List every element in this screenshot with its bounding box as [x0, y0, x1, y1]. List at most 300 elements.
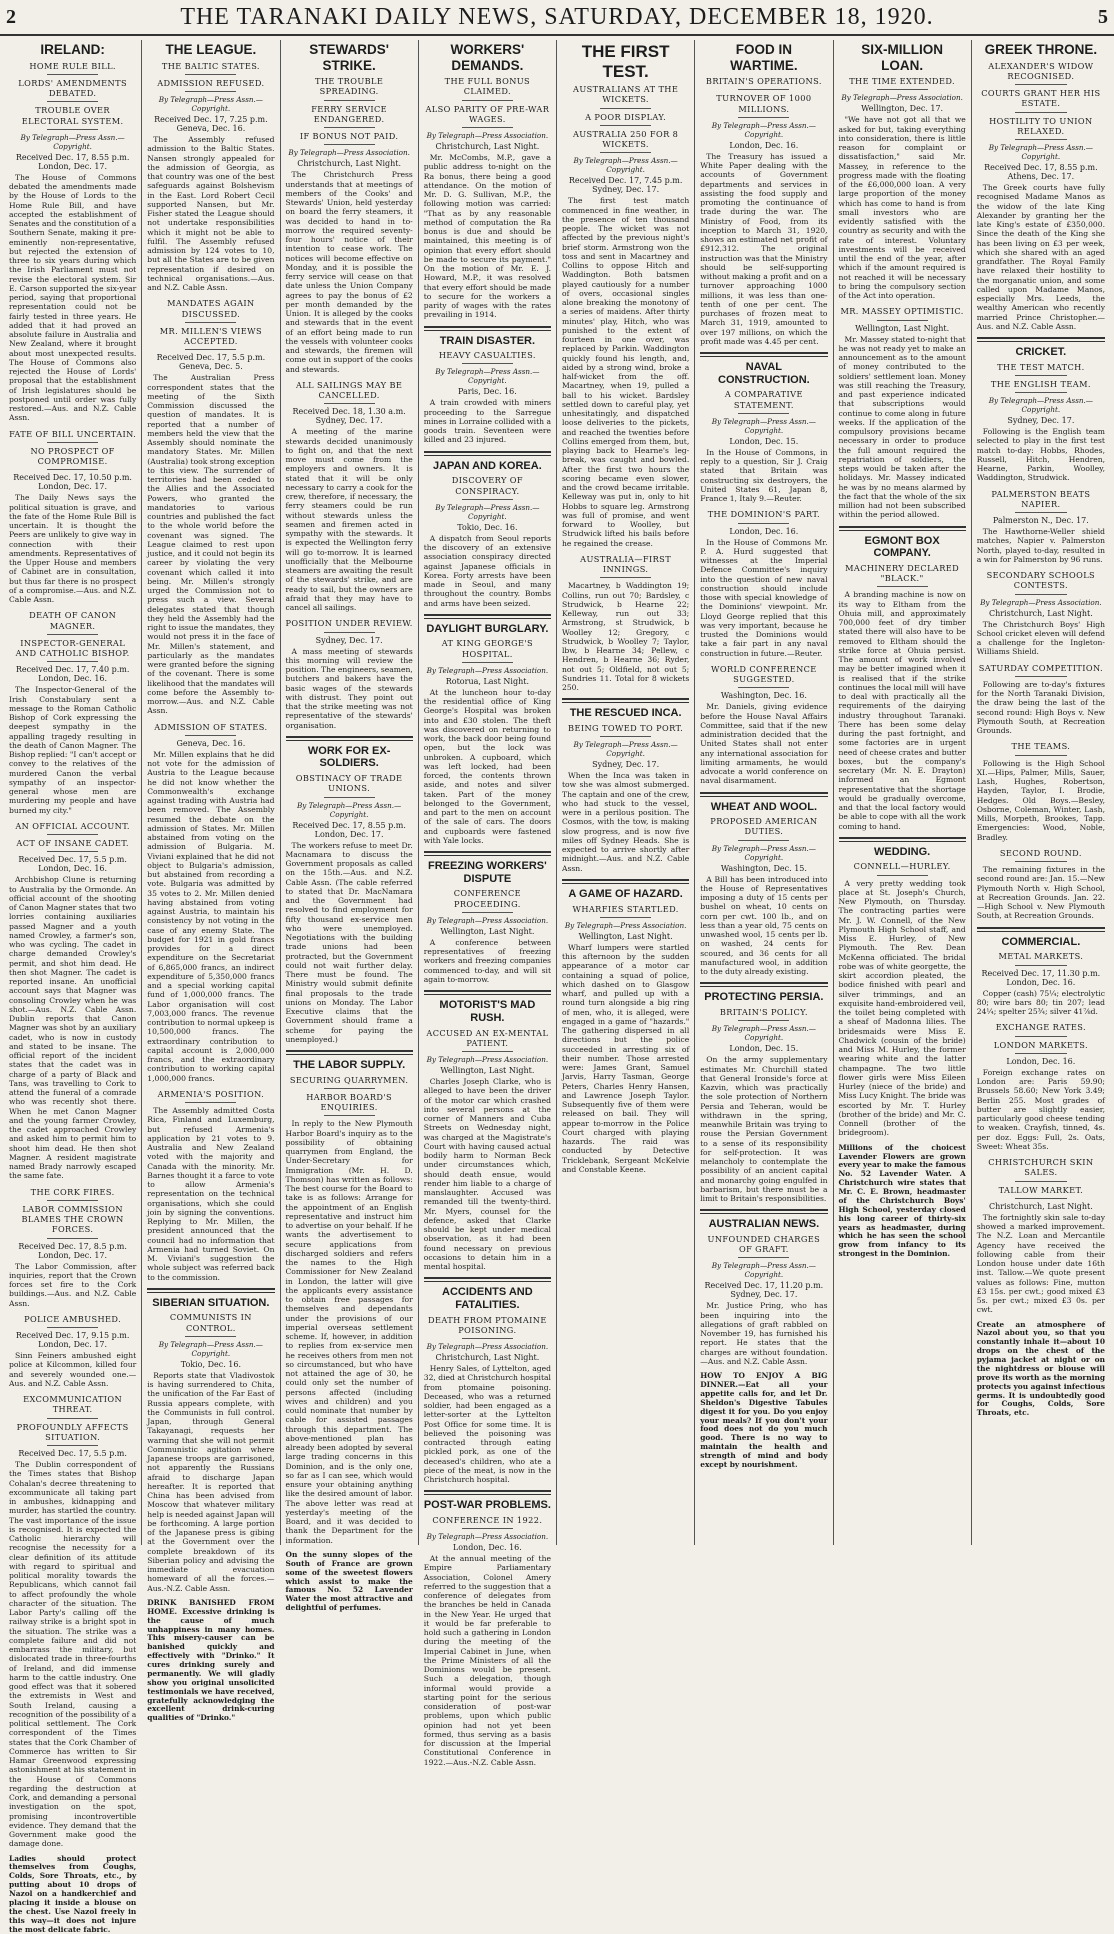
article [147, 1288, 274, 1593]
article-dateline: Wellington, Last Night. [440, 926, 535, 936]
article-body: A conference between representatives of freezing workers and freezing companies commenced to-day, and will sit again to-morrow. [423, 937, 551, 984]
article [977, 927, 1105, 1017]
article-subheading: MR. MASSEY OPTIMISTIC. [840, 306, 964, 317]
article [839, 837, 966, 1138]
article [9, 429, 136, 605]
divider-rule [47, 634, 98, 635]
section-divider [977, 337, 1105, 342]
article-body: Copper (cash) 75¼; electrolytic 80; wire bars 80; tin 207; lead 24¼; spelter 25¾; silver 41⅞d. [976, 988, 1105, 1017]
article-dateline: Sydney, Dec. 17. [592, 760, 660, 770]
article-dateline: Received Dec. 17, 8.5 p.m. London, Dec. 17. [18, 1241, 127, 1260]
divider-rule [47, 74, 98, 75]
article [839, 42, 966, 300]
section-divider [700, 352, 827, 357]
article-credit: By Telegraph—Press Assn.—Copyright. [711, 843, 816, 862]
column-3 [281, 40, 419, 1613]
article-dateline: Received Dec. 17, 5.5 p.m. Geneva, Dec. 5. [156, 353, 266, 372]
article-credit: By Telegraph—Press Association. [426, 1055, 549, 1065]
divider-rule [462, 1338, 513, 1339]
article [424, 326, 551, 445]
article [700, 792, 827, 977]
article-subheading: COMMUNISTS IN CONTROL. [169, 1312, 252, 1333]
divider-rule [462, 100, 513, 101]
article-headline: THE RESCUED INCA. [569, 707, 682, 720]
article [286, 618, 413, 730]
article-subheading: THE TEAMS. [1011, 741, 1071, 752]
article [839, 526, 966, 831]
article-credit: By Telegraph—Press Association. [980, 597, 1102, 607]
section-divider [286, 1050, 413, 1055]
divider-rule [738, 117, 789, 118]
article-body: Archbishop Clune is returning to Australia by the Ormonde. An official account of the shooting of Canon Magner states that two lorries containing auxiliaries passed Magner and a youth named Crowley, a farmer's son, who was cycling. The cadet in charge demanded Crowley's permit, and shot him dead. He then shot Magner. The cadet is reported insane. An unofficial account says that Magner was consoling Crowley when he was shot.—Aus. N.Z. Cable Assn. Dublin reports that Canon Magner was shot by an auxiliary cadet, who is now in custody and stated to be insane. The official report of the incident states that the cadet was in charge of a party of Black and Tans, was travelling to Cork to attend the funeral of a comrade who was recently shot there. When he met Canon Magner and the young farmer Crowley, the cadet approached Crowley and asked him to permit him to shoot him dead. He then shot Magner. A resident magistrate named Brady narrowly escaped the same fate. [9, 875, 137, 1181]
divider-rule [324, 797, 375, 798]
article-subheading: HOME RULE BILL. [29, 60, 116, 71]
article-subheading: AUSTRALIA—FIRST INNINGS. [580, 553, 672, 575]
newspaper-title: THE TARANAKI DAILY NEWS, SATURDAY, DECEMBER 18, 1920. [180, 4, 934, 30]
page-number-right: 5 [1098, 6, 1108, 28]
article-headline: SIBERIAN SITUATION. [152, 1296, 270, 1309]
article-headline: JAPAN AND KOREA. [432, 459, 542, 472]
article-body: The Christchurch Press understands that at meetings of members of the Cooks' and Stewards' Union, held yesterday on board the ferry steamers, it was decided to hand in to-morrow the required seventy-four hours' notice of their intention to cease work. The notices will become effective on Monday, and it is possible the ferry service will cease on that date unless the Union Company agrees to pay the bonus of £2 per month demanded by the Union. It is alleged by the cooks and stewards that in the event of an effort being made to run the vessels with volunteer cooks and stewards, the firemen will come out in support of the cooks and stewards. [285, 170, 413, 374]
article-subheading: CHRISTCHURCH SKIN SALES. [988, 1157, 1094, 1178]
masthead [0, 0, 1114, 36]
article-subheading: SECURING QUARRYMEN. [289, 1074, 409, 1085]
article-credit: By Telegraph—Press Assn.—Copyright. [158, 95, 263, 114]
article [424, 1490, 551, 1767]
article-headline: WORK FOR EX-SOLDIERS. [307, 744, 391, 770]
divider-rule [47, 661, 98, 662]
article [424, 451, 551, 608]
article-subheading: TALLOW MARKET. [998, 1184, 1084, 1195]
article-dateline: Received Dec. 17, 8.55 p.m. Athens, Dec. 17. [984, 163, 1098, 182]
article-subheading: ALEXANDER'S WIDOW RECOGNISED. [988, 60, 1094, 81]
advertisement-text: Ladies should protect themselves from Coughs, Colds, Sore Throats, etc., by putting about 10 drops of Nazol on a handkerchief and placing it inside a blouse on the chest. Use Nazol freely in this way—it does not injure the most delicate fabric. [9, 1853, 137, 1934]
article-dateline: London, Dec. 16. [1006, 1056, 1076, 1066]
article-dateline: Geneva, Dec. 16. [176, 738, 246, 748]
article-subheading: THE FULL BONUS CLAIMED. [444, 76, 531, 97]
article-subheading: CONFERENCE PROCEEDING. [453, 888, 522, 909]
divider-rule [47, 1445, 98, 1446]
article-body: The Inspector-General of the Irish Constabulary sent a message to the Roman Catholic Bishop of Cork expressing the deepest sympathy in the appalling tragedy resulting in the death of Canon Magner. The Bishop replied: "I can't accept or convey to the relatives of the murdered Canon the verbal sympathy of an inspector-general whose men are murdering my people and have burned my city." [9, 685, 137, 815]
article-subheading: INSPECTOR-GENERAL AND CATHOLIC BISHOP. [15, 637, 130, 659]
divider-rule [47, 1418, 98, 1419]
article-dateline: Rotorua, Last Night. [445, 676, 529, 686]
article-body: Charles Joseph Clarke, who is alleged to have been the driver of the motor car which crashed into several persons at the corner of Manners and Cuba Streets on Wednesday night, was charged at the Magistrate's Court with having caused actual bodily harm to Norman Beck under circumstances which, should death ensue, would render him liable to a charge of manslaughter. Accused was remanded till the twenty-third. Mr. Myers, counsel for the defence, asked that Clarke should be kept under medical observation, as it had been found necessary on previous occasions to detain him in a mental hospital. [423, 1077, 551, 1272]
article [977, 42, 1105, 331]
article-headline: WHEAT AND WOOL. [710, 800, 818, 813]
article [286, 380, 413, 613]
divider-rule [738, 413, 789, 414]
article-subheading: TROUBLE OVER ELECTORAL SYSTEM. [21, 105, 124, 126]
divider-rule [47, 834, 98, 835]
divider-rule [738, 1257, 789, 1258]
section-divider [700, 1209, 827, 1214]
article-dateline: Christchurch, Last Night. [435, 1353, 540, 1363]
article-body: A dispatch from Seoul reports the discovery of an extensive association conspiracy directed against Japanese officials in Korea. Forty arrests have been made in Seoul, and many throughout the country. Bombs and arms have been seized. [423, 533, 551, 608]
article-subheading: FERRY SERVICE ENDANGERED. [311, 103, 388, 124]
article-dateline: Sydney, Dec. 17. [315, 635, 383, 645]
divider-rule [324, 632, 375, 633]
article-headline: THE FIRST TEST. [581, 42, 670, 81]
divider-rule [185, 349, 236, 350]
article-subheading: ARMENIA'S POSITION. [157, 1088, 265, 1099]
article [9, 1394, 136, 1849]
article-dateline: Sydney, Dec. 17. [1007, 416, 1075, 426]
article-dateline: Wellington, Last Night. [855, 323, 950, 333]
article-subheading: THE TROUBLE SPREADING. [315, 76, 384, 97]
article-credit: By Telegraph—Press Assn.—Copyright. [988, 396, 1093, 415]
article-subheading: DEATH FROM PTOMAINE POISONING. [428, 1314, 547, 1335]
column-2 [142, 40, 280, 1723]
article-dateline: Tokio, Dec. 16. [457, 522, 518, 532]
article-subheading: EXCHANGE RATES. [995, 1022, 1086, 1033]
article [424, 990, 551, 1271]
article-body: The fortnightly skin sale to-day showed a marked improvement. The N.Z. Loan and Mercantile Agency have received the following cable from their London house under date 16th inst. Tallow.—We quote present values as follows: Fine, mutton £3 15s. per cwt.; good mixed £3 5s. per cwt.; mixed £3 0s. per cwt. [976, 1212, 1105, 1315]
article-subheading: AN OFFICIAL ACCOUNT. [15, 820, 130, 831]
article-headline: THE LEAGUE. [165, 42, 257, 57]
divider-rule [47, 1238, 98, 1239]
article-credit: By Telegraph—Press Assn.—Copyright. [711, 120, 816, 139]
divider-rule [324, 1088, 375, 1089]
article-headline: FOOD IN WARTIME. [730, 42, 798, 73]
section-divider [424, 990, 551, 995]
article [562, 879, 689, 1174]
section-divider [839, 526, 966, 531]
divider-rule [47, 1200, 98, 1201]
column-1 [4, 40, 142, 1934]
article [700, 42, 827, 346]
divider-rule [324, 403, 375, 404]
article-body: The first test match commenced in fine weather, in the presence of ten thousand people. The wicket was not affected by the previous night's brief storm. Armstrong won the toss and sent in Macartney and Collins to oppose Hitch and Waddington. Both batsmen played cautiously for a number of overs, occasional singles alone breaking the monotony of a series of maidens. After thirty minutes' play, Hitch, who was punished to the extent of fourteen in one over, was replaced by Parkin. Waddington quickly found his length, and, aided by a strong wind, broke a half-wicket from the off. Macartney, when 19, pulled a ball to his wicket. Bardsley settled down to careful play, yet unhesitatingly, and dispatched loose deliveries to the pickets, and reached the twenties before Collins emerged from them, but, playing back to Hearne's leg-break, was caught and bowled. After the first two hours the scoring became even slower, and the crowd became irritable. Kelleway was put in, only to hit Hobbs to square leg. Armstrong was full of promise, and went forward to Woolley, but Strudwick lifted his bails before he regained the crease. [562, 196, 690, 548]
divider-rule [1015, 512, 1066, 513]
article-body: A meeting of the marine stewards decided unanimously to fight on, and that the next move must come from the employers and owners. It is stated that it will be only necessary to carry a cook for the crew, therefore, if necessary, the ferry steamers could be run without stewards unless the seamen and firemen acted in sympathy with the stewards. It is expected the Wellington ferry will go to-morrow. It is learned unofficially that the Melbourne steamers are awaiting the result of the stewards' strike, and are ready to sail, but the owners are afraid that they may have to cancel all sailings. [285, 427, 413, 613]
article-subheading: A POOR DISPLAY. [585, 111, 667, 122]
article [700, 352, 827, 503]
divider-rule [185, 91, 236, 92]
article-subheading: AUSTRALIA 250 FOR 8 WICKETS. [572, 128, 679, 150]
article-body: Mr. McCombs, M.P., gave a public address to-night on the Ra bonus, there being a good attendance. On the motion of Mr. D. G. Sullivan, M.P., the following motion was carried: "That as by any reasonable method of computation the Ra bonus is due and should be maintained, this meeting is of opinion that every effort should be made to secure its payment." On the motion of Mr. E. J. Howard, M.P., it was resolved that every effort should be made to secure for the workers a parity of wages with the rates prevailing in 1914. [423, 153, 551, 320]
article-body: In reply to the New Plymouth Harbor Board's inquiry as to the possibility of obtaining quarrymen from England, the Under-Secretary for Immigration (Mr. H. D. Thomson) has written as follows: The best course for the Board to take is as follows: Arrange for the appointment of an English representative and instruct him to advertise on your behalf. If he wants the advertisement to secure applications from discharged soldiers and refers the names to the High Commissioner for New Zealand in London, the latter will give the applicants every assistance to obtain free passages for themselves and dependants under the provisions of our imperial overseas settlement scheme. If, however, in addition to replies from ex-service men he receives others from men not so circumstanced, but who have not attained the age of 30, he could only set the number of persons affected (including wives and children) and you could nominate that number by cable for assisted passages through this department. The above-mentioned plan has already been adopted by several large trading concerns in this Dominion, and is the only one, so far as I can see, which would ensure your obtaining anything like the desired amount of labor. The above letter was read at yesterday's meeting of the Board, and it was decided to thank the Department for the information. [285, 1119, 413, 1545]
article-subheading: LABOR COMMISSION BLAMES THE CROWN FORCES. [21, 1203, 124, 1235]
article-body: The Labor Commission, after inquiries, report that the Crown forces set fire to the Cork buildings.—Aus. and N.Z. Cable Assn. [9, 1261, 137, 1308]
article-body: Following is the High School XI.—Hips, Palmer, Mills, Sauer, Lash, Hughes, Robertson, Hayden, Taylor, I. Brodie, Hedges. Old Boys.—Besley, Osborne, Coleman, Winter, Lash, Mills, Morpeth, Brookes, Tapp. Emergencies: Wood, Noble, Bradley. [976, 758, 1105, 842]
article-dateline: Received Dec. 17, 7.45 p.m. Sydney, Dec. 17. [568, 176, 683, 195]
newspaper-columns [4, 40, 1110, 1934]
section-divider [977, 927, 1105, 932]
article-headline: POST-WAR PROBLEMS. [423, 1499, 551, 1512]
article-dateline: Received Dec. 17, 11.30 p.m. London, Dec. 16. [981, 968, 1101, 987]
article-dateline: Palmerston N., Dec. 17. [992, 516, 1089, 526]
column-7 [834, 40, 972, 1545]
divider-rule [462, 363, 513, 364]
article-body: Mr. Massey stated to-night that he was not ready yet to make an announcement as to the amount of money contributed to the soldiers' settlement loan. Money was still reaching the Treasury, and past experience indicated that subscriptions would continue to come along in future weeks. If the application of the compulsory provisions became necessary in order to produce the full amount required the repatriation of soldiers, the steps would be taken after the holidays. Mr. Massey indicated he was by no means alarmed by the fact that the whole of the six million had not been subscribed within the period allowed. [838, 334, 966, 520]
column-6 [695, 40, 833, 1545]
article-body: Mr. Justice Pring, who has been inquiring into the allegations of graft rabbled on November 19, has furnished his report. He states that the charges are without foundation.—Aus. and N.Z. Cable Assn. [700, 1301, 828, 1366]
article-headline: GREEK THRONE. [984, 42, 1098, 57]
article-credit: By Telegraph—Press Assn.—Copyright. [20, 132, 125, 151]
article-subheading: THE CORK FIRES. [30, 1186, 115, 1197]
article-subheading: AT KING GEORGE'S HOSPITAL. [441, 638, 534, 659]
article-body: The Dublin correspondent of the Times states that Bishop Cohalan's decree threatening to excommunicate all taking part in ambushes, kidnapping and murder, has startled the country. The vast importance of the issue is recognised. It is expected the Catholic hierarchy will recognise the necessity for a clear definition of its attitude with regard to spiritual and political morality towards the Republicans, which cannot fail to affect profoundly the whole character of the situation. The Labor Party's calling off the railway strike is a bright spot in the situation. The strike was a complete failure and did not embarrass the military, but dislocated trade in three-fourths of Ireland, and did immense harm to the cattle industry. One good effect was that it sobered the extremists in West and South Ireland, causing a recognition of the possibility of a political settlement. The Cork correspondent of the Times states that the Cork Chamber of Commerce has written to Sir Hamar Greenwood expressing astonishment at his statement in the House of Commons regarding the destruction at Cork, and demanding a personal investigation on the spot, promising incontrovertible evidence. They demand that the Government make good the damage done. [9, 1460, 137, 1849]
article-body: The Hawthorne-Weller shield matches, Napier v. Palmerston North, played to-day, resulted in a win for Palmerston by 96 runs. [976, 527, 1105, 564]
article-body: Mr. Daniels, giving evidence before the House Naval Affairs Committee, said that if the new administration decided that the United States shall not enter any international association for limiting armaments, he would advocate a world conference on naval disarmament. [700, 702, 828, 786]
article-headline: MOTORIST'S MAD RUSH. [439, 999, 536, 1024]
divider-rule [462, 1528, 513, 1529]
article-dateline: Received Dec. 17, 7.40 p.m. London, Dec. 16. [15, 665, 130, 684]
divider-rule [738, 1020, 789, 1021]
article-dateline: Received Dec. 17, 5.5 p.m. [18, 1449, 127, 1459]
article-subheading: TURNOVER OF 1000 MILLIONS. [716, 93, 812, 114]
divider-rule [877, 875, 928, 876]
article [977, 1157, 1105, 1315]
divider-rule [1015, 861, 1066, 862]
divider-rule [1015, 1181, 1066, 1182]
section-divider [700, 792, 827, 797]
article-subheading: BEING TOWED TO PORT. [568, 722, 684, 733]
article-headline: STEWARDS' STRIKE. [309, 42, 389, 73]
article [147, 298, 274, 715]
article [839, 306, 966, 519]
article [286, 1050, 413, 1545]
divider-rule [600, 152, 651, 153]
article-body: Following are to-day's fixtures for the North Taranaki Division, the draw being the last of the second round: High Boys v. New Plymouth South, at Recreation Grounds. [976, 679, 1105, 736]
article-body: Foreign exchange rates on London are: Paris 59.90; Brussels 58.60; New York 3.49; Berlin 255. Most grades of butter are slightly easier, particularly good cheese tending to weaken. Crayfish, tinned, 4s. per doz. Eggs: Full, 2s. Oats, Sweet: Wheat 35s. [976, 1067, 1105, 1151]
article [977, 337, 1105, 483]
article-subheading: ADMISSION OF STATES. [154, 721, 268, 732]
article-subheading: CONNELL—HURLEY. [853, 861, 951, 872]
article-body: A mass meeting of stewards this morning will review the position. The engineers, seamen, butchers and bakers have the basic wages of the stewards with distrust. They point out that the strike meeting was not representative of the stewards' organisation. [285, 646, 413, 730]
article-headline: ACCIDENTS AND FATALITIES. [442, 1286, 533, 1311]
article [977, 1321, 1105, 1419]
article-credit: By Telegraph—Press Association. [426, 131, 549, 141]
divider-rule [324, 144, 375, 145]
article-body: Wharf lumpers were startled this afternoon by the sudden appearance of a motor car containing a squad of police, which dashed on to Glasgow wharf, and pulled up with a round turn alongside a big ring of men, who, it is alleged, were engaged in a game of "hazards." The gathering dispersed in all directions but the police succeeded in arresting six of their number. Those arrested were: James Grant, Samuel Jarvis, Harry Tasman, George Peters, Charles Henry Hansen, and Lawrence Joseph Taylor. Subsequently five of them were released on bail. They will appear to-morrow in the Police Court charged with playing hazards. The raid was conducted by Detective Tricklebank, Sergeant McKelvie and Constable Keene. [562, 942, 690, 1174]
article-credit: By Telegraph—Press Association. [841, 93, 963, 103]
divider-rule [47, 851, 98, 852]
article [700, 1372, 827, 1470]
article-subheading: POLICE AMBUSHED. [24, 1313, 122, 1324]
article [977, 663, 1105, 736]
article-body: A branding machine is now on its way to Eltham from the Ohuia mill, and approximately 700,000 feet of dry timber stated there will also have to be removed to Eltham should the strike force at Ohuia persist. The amount of work involved may be better imagined when it is realised that if the strike continues the local mill will have to deal with practically all the requirements of the dairying industry throughout Taranaki. There has been some delay during the past fortnight, and some factories are in urgent need of cheese crates and butter boxes, but the company's secretary (Mr. N. E. Drayton) informed an Egmont representative that the shortage would be gradually overcome, and that the local factory would be able to cope with all the work coming to hand. [838, 590, 966, 831]
article-dateline: Wellington, Last Night. [578, 931, 673, 941]
article-subheading: WHARFIES STARTLED. [572, 903, 679, 914]
page-number-left: 2 [6, 6, 16, 28]
section-divider [424, 614, 551, 619]
article-subheading: BRITAIN'S OPERATIONS. [705, 76, 822, 87]
article-credit: By Telegraph—Press Assn.—Copyright. [435, 367, 540, 386]
article [424, 1277, 551, 1484]
article-subheading: HOSTILITY TO UNION RELAXED. [989, 115, 1093, 136]
article [147, 722, 274, 1083]
article-dateline: London, Dec. 15. [729, 1044, 799, 1054]
article-dateline: Christchurch, Last Night. [988, 1201, 1093, 1211]
divider-rule [1015, 1036, 1066, 1037]
article-subheading: PALMERSTON BEATS NAPIER. [991, 488, 1091, 509]
article-body: Sinn Feiners ambushed eight police at Kilcommon, killed four and severely wounded one.—Aus. and N.Z. Cable Assn. [9, 1351, 137, 1388]
divider-rule [1015, 112, 1066, 113]
article-credit: By Telegraph—Press Assn.—Copyright. [296, 800, 402, 819]
article-subheading: SATURDAY COMPETITION. [978, 662, 1104, 673]
article-body: "We have not got all that we asked for but, taking everything into consideration, there is little reason for complaint or dissatisfaction," said Mr. Massey, in reference to the progress made with the floating of the £6,000,000 loan. A very large proportion of the money which has come to hand is from small investors who are evidently satisfied with the country as security and with the rate of interest. Voluntary investments will be received until the end of the year, after which if the amount required is not reached it will be necessary to bring the compulsory section of the Act into operation. [838, 115, 966, 301]
advertisement-text: DRINK BANISHED FROM HOME. Excessive drinking is the cause of much unhappiness in many homes. This misery-causer can be banished quickly and effectively with "Drinko." It cures drinking surely and permanently. We will gladly show you original unsolicited testimonials we have received, gratefully acknowledging the excellent drink-curing qualities of "Drinko." [147, 1597, 275, 1723]
section-divider [424, 1277, 551, 1282]
article-headline: COMMERCIAL. [1001, 935, 1081, 948]
article-dateline: Wellington, Dec. 17. [861, 104, 944, 114]
section-divider [562, 879, 689, 884]
divider-rule [47, 101, 98, 102]
divider-rule [1015, 84, 1066, 85]
divider-rule [1015, 594, 1066, 595]
article-body: When the Inca was taken in tow she was almost submerged. The captain and one of the crew, who had stuck to the vessel, were in a perilous position. The Cosmos, with the tow, is making slow progress, and is now five miles off Sydney Heads. She is expected to arrive shortly after midnight.—Aus. and N.Z. Cable Assn. [562, 771, 690, 873]
divider-rule [47, 1327, 98, 1328]
article-subheading: SECONDARY SCHOOLS CONTESTS. [986, 570, 1096, 591]
article [977, 570, 1105, 657]
article-dateline: Received Dec. 17, 7.25 p.m. Geneva, Dec. 16. [154, 115, 268, 134]
divider-rule [1015, 755, 1066, 756]
article [562, 698, 689, 873]
article [286, 42, 413, 374]
article [700, 982, 827, 1203]
section-divider [424, 326, 551, 331]
article-body: The Greek courts have fully recognised Madame Manos as the widow of the late King Alexander by granting her the late King's estate of £350,000. Since the death of the King she has been living on £3 per week, which she shared with an aged grandfather. The Royal Family have relaxed their hostility to the morganatic union, and some called upon Madame Manos, especially Mrs. Leeds, the wealthy American who recently married Prince Christopher.—Aus. and N.Z. Cable Assn. [976, 183, 1105, 331]
divider-rule [185, 322, 236, 323]
article [147, 1599, 274, 1723]
divider-rule [185, 74, 236, 75]
article-body: The workers refuse to meet Dr. Macnamara to discuss the Government proposals as called on the 15th.—Aus. and N.Z. Cable Assn. (The cable referred to stated that Dr. MacNamara and the Government had resolved to find employment for fifty thousand ex-service men who were unemployed. Negotiations with the building trade unions had been protracted, but the Government could not wait further delay. There must be found. The Ministry would submit definite final proposals to the trade unions on Monday. The Labor Executive claims that the Government should frame a scheme for paying the unemployed.) [285, 840, 413, 1044]
section-divider [424, 451, 551, 456]
column-4 [419, 40, 557, 1767]
article-subheading: POSITION UNDER REVIEW. [285, 618, 413, 629]
article [424, 851, 551, 984]
section-divider [839, 837, 966, 842]
section-divider [562, 698, 689, 703]
column-8 [972, 40, 1110, 1545]
article-subheading: IF BONUS NOT PAID. [299, 131, 399, 142]
article-subheading: UNFOUNDED CHARGES OF GRAFT. [707, 1233, 821, 1255]
article-body: A train crowded with miners proceeding to the Sarregue mines in Lorraine collided with a goods train. Seventeen were killed and 23 injured. [423, 398, 551, 445]
article-headline: PROTECTING PERSIA. [704, 991, 824, 1004]
divider-rule [738, 89, 789, 90]
divider-rule [738, 840, 789, 841]
article-dateline: Received Dec. 18, 1.30 a.m. Sydney, Dec. 17. [292, 407, 406, 426]
article-subheading: NO PROSPECT OF COMPROMISE. [30, 445, 115, 467]
article-body: Mr. Millen explains that he did not vote for the admission of Austria to the League because he did not know whether the Commonwealth's exchange against trading with Austria had been removed. The Assembly resumed the debate on the admission of States. Mr. Millen abstained from voting on the admission of Bulgaria. M. Viviani explained that he did not object to Bulgaria's admission, but abstained from recording a vote. Bulgaria was admitted by 35 votes to 2. Mr. Millen denied having abstained from voting against Austria, to maintain his consistency by not voting in the case of any enemy State. The budget for 1921 in gold francs provides for a direct expenditure on the Secretariat of 6,865,000 francs, an indirect expenditure of 5,350,000 francs and a special working capital fund of 1,000,000 francs. The Labor organisation will cost 7,003,000 francs. The revenue contribution to normal upkeep is 10,500,000 francs. The extraordinary contribution to capital account is 2,000,000 francs, and the extraordinary contribution to working capital 1,000,000 francs. [147, 749, 275, 1083]
article-dateline: Received Dec. 17, 10.50 p.m. London, Dec. 17. [13, 473, 132, 492]
article-subheading: WORLD CONFERENCE SUGGESTED. [711, 663, 817, 685]
article-headline: NAVAL CONSTRUCTION. [718, 361, 810, 386]
article-body: The Australian Press correspondent states that the meeting of the Sixth Commission discussed the question of mandates. It is reported that a number of members held the view that the Assembly should nominate the mandatory States. Mr. Millen (Australia) took strong exception to this view. The surrender of territories had been ceded to the Allies and the Associated Powers, who granted the mandatories to various countries and published the fact to the whole world before the covenant was signed. The League claimed to rest upon justice, and it could not begin its career by violating the very covenant which called it into being. Mr. Millen's strongly urged the Commission not to press such a view. Several delegates stated that though they held the Assembly had the right to issue the mandates, they would not press it in the face of Mr. Millen's statement, and particularly as the mandates were granted before the signing of the covenant. There is some likelihood that the mandates will come before the Assembly to-morrow.—Aus. and N.Z. Cable Assn. [147, 373, 275, 716]
article-body: A Bill has been introduced into the House of Representatives imposing a duty of 15 cents per bushel on wheat, 10 cents on corn per cwt. 100 lb., and on less than a year old, 75 cents on unwashed wool, 15 cents per lb. on washed, 24 cents for scoured, and 36 cents for all manufactured wool, in addition to the duty already existing. [700, 874, 828, 977]
article-subheading: PROFOUNDLY AFFECTS SITUATION. [16, 1421, 129, 1442]
article-headline: DAYLIGHT BURGLARY. [426, 622, 549, 635]
article-subheading: MANDATES AGAIN DISCUSSED. [167, 298, 255, 319]
article-subheading: LONDON MARKETS. [993, 1039, 1089, 1050]
article-subheading: THE ENGLISH TEAM. [990, 378, 1091, 389]
article-dateline: Wellington, Last Night. [440, 1066, 535, 1076]
divider-rule [462, 127, 513, 128]
article-dateline: Christchurch, Last Night. [988, 608, 1093, 618]
article-subheading: THE TIME EXTENDED. [849, 76, 956, 87]
article [700, 1209, 827, 1366]
section-divider [147, 1288, 274, 1293]
article-dateline: Received Dec. 17, 5.5 p.m. London, Dec. 16. [18, 855, 127, 874]
section-divider [424, 1490, 551, 1495]
article-subheading: THE BALTIC STATES. [161, 60, 260, 71]
article [562, 554, 689, 693]
divider-rule [1015, 375, 1066, 376]
article [147, 42, 274, 292]
article-headline: EGMONT BOX COMPANY. [864, 534, 940, 560]
article-body: The Daily News says the political situation is grave, and the fate of the Home Rule Bill is uncertain. It is thought the Peers are unlikely to give way in connection with their amendments. Representatives of the Upper House and members of Cabinet are in consultation, but thus far there is no prospect of a compromise.—Aus. and N.Z. Cable Assn. [9, 493, 137, 605]
section-divider [424, 851, 551, 856]
article [9, 610, 136, 815]
divider-rule [47, 469, 98, 470]
article-headline: FREEZING WORKERS' DISPUTE [428, 860, 547, 885]
advertisement-text: HOW TO ENJOY A BIG DINNER.—Eat all your appetite calls for, and let Dr. Sheldon's Digestive Tabules digest it for you. Do you enjoy your meals? If you don't your food does not do you much good. There is no way to maintain the health and strength of mind and body except by nourishment. [700, 1371, 828, 1469]
article [9, 1187, 136, 1308]
article-credit: By Telegraph—Press Association. [288, 148, 410, 158]
article [977, 848, 1105, 921]
article-dateline: Tokio, Dec. 16. [180, 1359, 242, 1369]
article-subheading: OBSTINACY OF TRADE UNIONS. [295, 773, 403, 794]
article [700, 509, 827, 658]
advertisement-text: Millions of the choicest Lavender Flowers are grown every year to make the famous No. 52 Lavender Water. A Christchurch wire states that Mr. C. E. Brown, headmaster of the Christchurch Boys' High School, yesterday closed his long career of thirty-six years as headmaster, during which he has seen the school grow from infancy to its strongest in the Dominion. [838, 1142, 966, 1259]
article [977, 1022, 1105, 1151]
article-subheading: SECOND ROUND. [999, 847, 1082, 858]
article-credit: By Telegraph—Press Assn.—Copyright. [711, 1261, 816, 1280]
article-subheading: HARBOR BOARD'S ENQUIRIES. [306, 1091, 393, 1113]
article-subheading: DISCOVERY OF CONSPIRACY. [451, 475, 523, 496]
divider-rule [462, 912, 513, 913]
divider-rule [738, 687, 789, 688]
article-subheading: ALL SAILINGS MAY BE CANCELLED. [295, 379, 403, 401]
divider-rule [877, 89, 928, 90]
article-body: In the House of Commons, in reply to a question, Sir J. Craig stated that Britain was constructing six destroyers, the United States 61, Japan 8, France 1, Italy 9.—Reuter. [700, 447, 828, 504]
article [9, 821, 136, 1181]
divider-rule [324, 127, 375, 128]
article-subheading: CONFERENCE IN 1922. [432, 1514, 543, 1525]
advertisement-text: Create an atmosphere of Nazol about you, so that you constantly inhale it—about 10 drops on the chest of the pyjama jacket at night or on the nightdress or blouse will prove its worth as the morning protects you against infectious germs. It is undoubtedly good for Coughs, Colds, Sore Throats, etc. [976, 1319, 1105, 1418]
article-headline: CRICKET. [1015, 346, 1067, 359]
advertisement-text: On the sunny slopes of the South of France are grown some of the sweetest flowers which assist to make the famous No. 52 Lavender Water the most attractive and delightful of perfumes. [285, 1549, 413, 1613]
article-headline: THE LABOR SUPPLY. [293, 1059, 406, 1072]
article-dateline: London, Dec. 16. [729, 140, 799, 150]
divider-rule [47, 129, 98, 130]
article-subheading: ACT OF INSANE CADET. [16, 838, 129, 849]
article-subheading: LORDS' AMENDMENTS DEBATED. [18, 77, 127, 99]
divider-rule [600, 108, 651, 109]
article-credit: By Telegraph—Press Association. [426, 915, 549, 925]
article-body: The House of Commons debated the amendments made by the House of Lords to the Home Rule Bill, and have accepted the establishment of Senates and the constitution of a Southern Senate, making it pre-eminently non-representative, but rejected the extension of three to six years during which the Irish Parliament must not revise the electoral system. Sir E. Carson supported the six-year period, saying that proportional representation could not be fairly tested in three years. He added that it had proved an absolute failure in Australia and New Zealand, where it brought about most unexpected results. The House of Commons also rejected the House of Lords' proposal that the establishment of Irish legislatures should be postponed until order was fully restored.—Aus. and N.Z. Cable Assn. [9, 172, 137, 423]
divider-rule [600, 125, 651, 126]
article [147, 1089, 274, 1282]
divider-rule [47, 442, 98, 443]
section-divider [286, 736, 413, 741]
divider-rule [462, 1051, 513, 1052]
article-body: On the army supplementary estimates Mr. Churchill stated that General Ironside's force at Kazvin, which was practically the sole protection of Northern Persia and Teheran, would be withdrawn in the spring, meanwhile Britain was trying to rouse the Persian Government to a sense of its responsibility for self-protection. It was melancholy to contemplate the possibility of an ancient capital and monarchy going engulfed in barbarism, but there must be a limit to Britain's responsibilities. [700, 1055, 828, 1204]
article-credit: By Telegraph—Press Assn.—Copyright. [573, 156, 678, 175]
article-credit: By Telegraph—Press Association. [426, 1532, 549, 1542]
article-credit: By Telegraph—Press Assn.—Copyright. [711, 1024, 816, 1043]
article-body: A very pretty wedding took place at St. Joseph's Church, New Plymouth, on Thursday. The contracting parties were Mr. J. W. Connell, of the New Plymouth High School staff, and Miss E. Hurley, of New Plymouth. The Rev. Dean McKenna officiated. The bridal robe was of white georgette, the skirt accordion pleated, the bodice finished with pearl and silver trimmings, and an exquisite hand-embroidered veil, the toilet being completed with a sheaf of Madonna lilies. The bridesmaids were Miss E. Chadwick (cousin of the bride) and Miss M. Hurley, the former wearing white and the latter champagne. The two little flower girls were Miss Eileen Hurley (niece of the bride) and Miss Lucy Knight. The bride was escorted by Mr. T. Hurley (brother of the bride) and Mr. C. Connell (brother of the bridegroom). [838, 878, 966, 1138]
article-subheading: THE TEST MATCH. [997, 361, 1085, 372]
article-subheading: A COMPARATIVE STATEMENT. [724, 389, 803, 410]
article-headline: SIX-MILLION LOAN. [861, 42, 943, 73]
article-body: The remaining fixtures in the second round are: Jan. 15.—New Plymouth North v. High School, at Recreation Grounds. Jan. 22.—High School v. New Plymouth South, at Recreation Grounds. [976, 865, 1105, 921]
article-subheading: MR. MILLEN'S VIEWS ACCEPTED. [159, 325, 262, 347]
divider-rule [1015, 965, 1066, 966]
article-subheading: THE DOMINION'S PART. [707, 509, 821, 520]
